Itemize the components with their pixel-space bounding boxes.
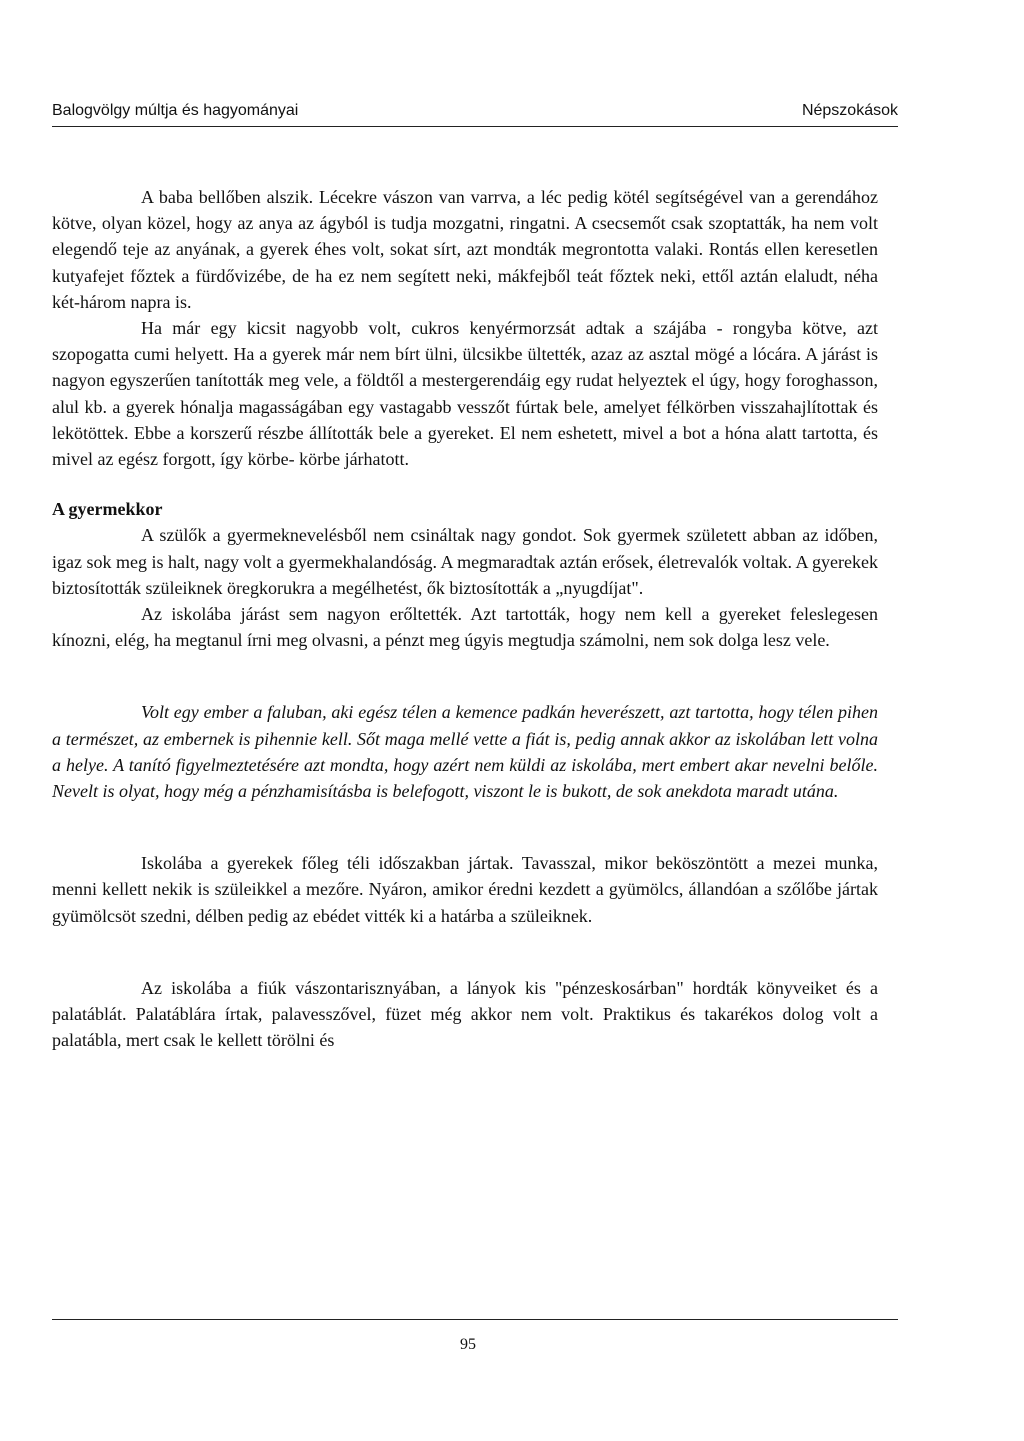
running-header bbox=[52, 102, 898, 126]
page-number: 95 bbox=[460, 1336, 476, 1353]
paragraph-walking: Ha már egy kicsit nagyobb volt, cukros kenyérmorzsát adtak a szájába - rongyba kötve, azt szopogatta cumi helyett. Ha a gyerek már nem bírt ülni, ülcsikbe ültették, azaz az asztal mögé a lócára. A járást is nagyon egyszerűen tanították meg vele, a földtől a mestergerendáig egy rudat helyeztek el úgy, hogy foroghasson, alul kb. a gyerek hónalja magasságában egy vastagabb vesszőt fúrtak bele, amelyet félkörben visszahajlítottak és lekötöttek. Ebbe a korszerű részbe állították bele a gyereket. El nem eshetett, mivel a bot a hóna alatt tartotta, és mivel az egész forgott, így körbe- körbe járhatott. bbox=[52, 318, 878, 470]
paragraph-anecdote: Volt egy ember a faluban, aki egész télen a kemence padkán heverészett, azt tartotta, hogy télen pihen a természet, az embernek is pihennie kell. Sőt maga mellé vette a fiát is, pedig annak akkor az iskolában lett volna a helye. A tanító figyelmeztetésére azt mondta, hogy azért nem küldi az iskolába, mert embert akar nevelni belőle. Nevelt is olyat, hogy még a pénzhamisításba is belefogott, viszont le is bukott, de sok anekdota maradt utána. bbox=[52, 702, 878, 802]
paragraph-childhood: A szülők a gyermeknevelésből nem csináltak nagy gondot. Sok gyermek született abban az időben, igaz sok meg is halt, nagy volt a gyermekhalandóság. A megmaradtak aztán erősek, életrevalók voltak. A gyerekek biztosították szüleiknek öregkorukra a megélhetést, ők biztosították a „nyugdíjat". bbox=[52, 525, 878, 598]
paragraph-cradle: A baba bellőben alszik. Lécekre vászon van varrva, a léc pedig kötél segítségével van a gerendához kötve, olyan közel, hogy az anya az ágyból is tudja mozgatni, ringatni. A csecsemőt csak szoptatták, ha nem volt elegendő teje az anyának, a gyerek éhes volt, sokat sírt, azt mondták megrontotta valaki. Rontás ellen keresetlen kutyafejet főztek a fürdővizébe, de ha ez nem segített neki, mákfejből teát főztek neki, ettől aztán elaludt, néha két-három napra is. bbox=[52, 187, 878, 312]
footer-divider bbox=[52, 1319, 898, 1320]
paragraph-slate: Az iskolába a fiúk vászontarisznyában, a lányok kis "pénzeskosárban" hordták könyveiket és a palatáblát. Palatáblára írtak, palavesszővel, füzet még akkor nem volt. Praktikus és takarékos dolog volt a palatábla, mert csak le kellett törölni és bbox=[52, 977, 878, 1051]
header-book-title: Balogvölgy múltja és hagyományai bbox=[52, 102, 299, 119]
paragraph-school: Az iskolába járást sem nagyon erőltették. Azt tartották, hogy nem kell a gyereket feleslegesen kínozni, elég, ha megtanul írni meg olvasni, a pénzt meg úgyis megtudja számolni, nem sok dolga lesz vele. bbox=[52, 604, 878, 651]
section-heading: A gyermekkor bbox=[52, 499, 163, 520]
header-chapter-title: Népszokások bbox=[801, 102, 898, 119]
page-body bbox=[52, 184, 878, 1053]
paragraph-seasons: Iskolába a gyerekek főleg téli időszakban jártak. Tavasszal, mikor beköszöntött a mezei munka, menni kellett nekik is szüleikkel a mezőre. Nyáron, amikor éredni kezdett a gyümölcs, állandóan a szőlőbe jártak gyümölcsöt szedni, délben pedig az ebédet vitték ki a határba a szüleiknek. bbox=[52, 853, 878, 926]
header-divider bbox=[52, 126, 898, 127]
